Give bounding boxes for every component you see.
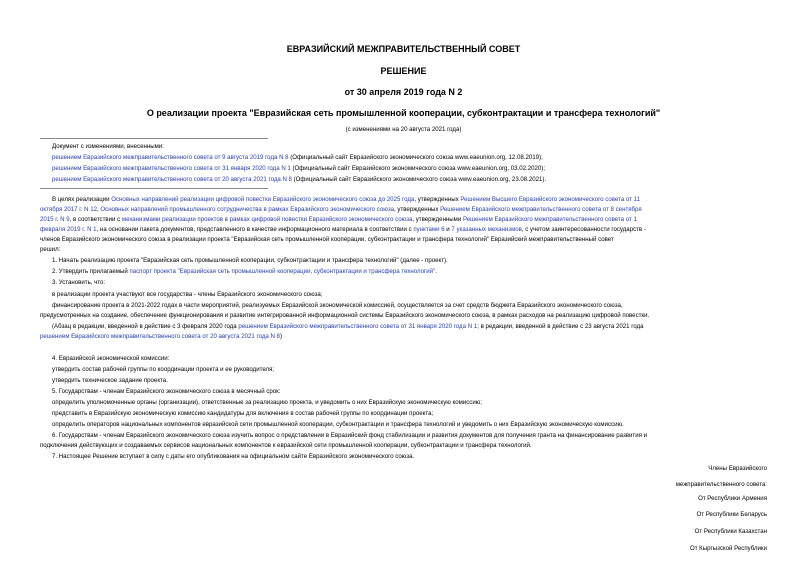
change-item: решением Евразийского межправительственного совета от 20 августа 2021 года N 8 (Официальный сайт Евразийского экономического союза www.eaeunion.org, 23.08.2021). <box>52 176 547 183</box>
link-amend-2021[interactable]: решением Евразийского межправительственного совета от 20 августа 2021 года N 8 <box>40 333 280 340</box>
link-decision-1[interactable]: Решением Евразийского межправительственного совета от 1 <box>462 216 637 223</box>
point-6-cont: подключения действующих и создаваемых сервисов национальных компонентов к евразийской сети промышленной кооперации, субконтрактации и трансфера технологий. <box>40 442 532 449</box>
separator-top <box>40 138 268 139</box>
doc-type: РЕШЕНИЕ <box>380 66 427 76</box>
preamble-line: октября 2017 г. N 12, Основных направлений промышленного сотрудничества в рамках Евразийского экономического союза, утвержденных Решением Евразийского межправительственного совета от 8 сентября <box>40 206 642 213</box>
link-digital-agenda[interactable]: Основных направлений реализации цифровой повестки Евразийского экономического союза до 2025 года <box>111 196 415 203</box>
point-5: 5. Государствам - членам Евразийского экономического союза в месячный срок: <box>52 388 281 395</box>
change-item: решением Евразийского межправительственного совета от 31 января 2020 года N 1 (Официальный сайт Евразийского экономического союза www.eaeunion.org, 03.02.2020); <box>52 165 546 172</box>
doc-title: О реализации проекта "Евразийская сеть промышленной кооперации, субконтрактации и трансфера технологий" <box>146 108 661 118</box>
preamble-line: В целях реализации Основных направлений реализации цифровой повестки Евразийского экономического союза до 2025 года, утвержденных Решением Высшего Евразийского экономического совета от 11 <box>52 196 640 203</box>
point-7: 7. Настоящее Решение вступает в силу с даты его опубликования на официальном сайте Евразийского экономического союза. <box>52 453 415 460</box>
signature-line: межправительственного совета: <box>675 480 767 488</box>
link-point-7[interactable]: 7 указанных механизмов <box>451 226 522 233</box>
preamble-line: членов Евразийского экономического союза в реализации проекта "Евразийская сеть промышленной кооперации, субконтрактации и трансфера технологий" Евразийский межправительственный совет <box>40 236 614 243</box>
change-link-2[interactable]: решением Евразийского межправительственного совета от 31 января 2020 года N 1 <box>52 165 291 172</box>
signature-line: От Республики Армения <box>698 494 767 502</box>
link-decision-12[interactable]: Решением Высшего Евразийского экономического совета от 11 <box>460 196 640 203</box>
link-industrial-cooperation[interactable]: Основных направлений промышленного сотрудничества в рамках Евразийского экономического союза <box>100 206 395 213</box>
preamble-decided: решил: <box>40 246 61 253</box>
signature-line: От Кыргызской Республики <box>689 544 767 552</box>
point-4: 4. Евразийской экономической комиссии: <box>52 355 170 362</box>
point-5-a: определить уполномоченные органы (организации), ответственные за реализацию проекта, и уведомить о них Евразийскую экономическую комиссию; <box>52 399 482 406</box>
link-passport[interactable]: паспорт проекта "Евразийская сеть промышленной кооперации, субконтрактации и трансфера технологий" <box>129 268 436 275</box>
point-4-b: утвердить техническое задание проекта. <box>52 377 168 384</box>
changes-intro: Документ с изменениями, внесенными: <box>52 143 164 150</box>
point-6: 6. Государствам - членам Евразийского экономического союза изучить вопрос о представлении в Евразийский фонд стабилизации и развития документов для получения гранта на финансирование развития и <box>52 432 648 439</box>
point-5-c: определить операторов национальных компонентов евразийской сети промышленной кооперации, субконтрактации и трансфера технологий и уведомить о них Евразийскую экономическую комиссию. <box>52 421 624 428</box>
point-1: 1. Начать реализацию проекта "Евразийская сеть промышленной кооперации, субконтрактации и трансфера технологий" (далее - проект). <box>52 257 448 264</box>
point-3-a: в реализации проекта участвуют все государства - члены Евразийского экономического союза; <box>52 291 323 298</box>
point-5-b: представить в Евразийскую экономическую комиссию кандидатуры для включения в состав рабочей группы по координации проекта; <box>52 410 434 417</box>
point-3-c: (Абзац в редакции, введенной в действие с 3 февраля 2020 года решением Евразийского межправительственного совета от 31 января 2020 года N 1; в редакции, введенной в действие с 23 августа 2021 года <box>52 323 644 330</box>
link-point-6[interactable]: пунктами 6 <box>413 226 445 233</box>
change-link-3[interactable]: решением Евразийского межправительственного совета от 20 августа 2021 года N 8 <box>52 176 292 183</box>
link-amend-2020[interactable]: решением Евразийского межправительственного совета от 31 января 2020 года N 1 <box>238 323 478 330</box>
change-item: решением Евразийского межправительственного совета от 9 августа 2019 года N 8 (Официальный сайт Евразийского экономического союза www.eaeunion.org, 12.08.2019); <box>52 154 543 161</box>
doc-date: от 30 апреля 2019 года N 2 <box>344 87 463 97</box>
point-3-b: финансирование проекта в 2021-2022 годах в части мероприятий, реализуемых Евразийской экономической комиссией, осуществляется за счет средств бюджета Евразийского экономического союза, <box>52 302 623 309</box>
point-3-c-cont: решением Евразийского межправительственного совета от 20 августа 2021 года N 8) <box>40 333 282 340</box>
revision-note: (с изменениями на 20 августа 2021 года) <box>345 126 462 133</box>
signature-line: От Республики Беларусь <box>696 511 767 519</box>
change-link-1[interactable]: решением Евразийского межправительственного совета от 9 августа 2019 года N 8 <box>52 154 289 161</box>
signature-line: Члены Евразийского <box>708 465 767 472</box>
point-3-b-cont: предусмотренных на создание, обеспечение функционирования и развитие интегрированной информационной системы Евразийского экономического союза, в рамках расходов на реализацию цифровой повестки. <box>40 312 650 319</box>
signature-block <box>676 464 767 555</box>
link-decision-9[interactable]: Решением Евразийского межправительственного совета от 8 сентября <box>440 206 642 213</box>
point-3: 3. Установить, что: <box>52 279 106 286</box>
org-name: ЕВРАЗИЙСКИЙ МЕЖПРАВИТЕЛЬСТВЕННЫЙ СОВЕТ <box>286 44 521 54</box>
link-mechanisms[interactable]: механизмами реализации проектов в рамках цифровой повестки Евразийского экономического союза <box>121 216 413 223</box>
separator-bottom <box>40 188 268 189</box>
point-2: 2. Утвердить прилагаемый паспорт проекта "Евразийская сеть промышленной кооперации, субконтрактации и трансфера технологий". <box>52 268 437 275</box>
preamble-line: 2015 г. N 9, в соответствии с механизмами реализации проектов в рамках цифровой повестки Евразийского экономического союза, утвержденными Решением Евразийского межправительственного совета от 1 <box>40 216 637 223</box>
preamble-line: февраля 2019 г. N 1, на основании пакета документов, представленного в качестве информационного материала в соответствии с пунктами 6 и 7 указанных механизмов, с учетом заинтересованности государств - <box>40 226 646 233</box>
signature-line: От Республики Казахстан <box>694 528 767 536</box>
point-4-a: утвердить состав рабочей группы по координации проекта и ее руководителя; <box>52 366 275 373</box>
